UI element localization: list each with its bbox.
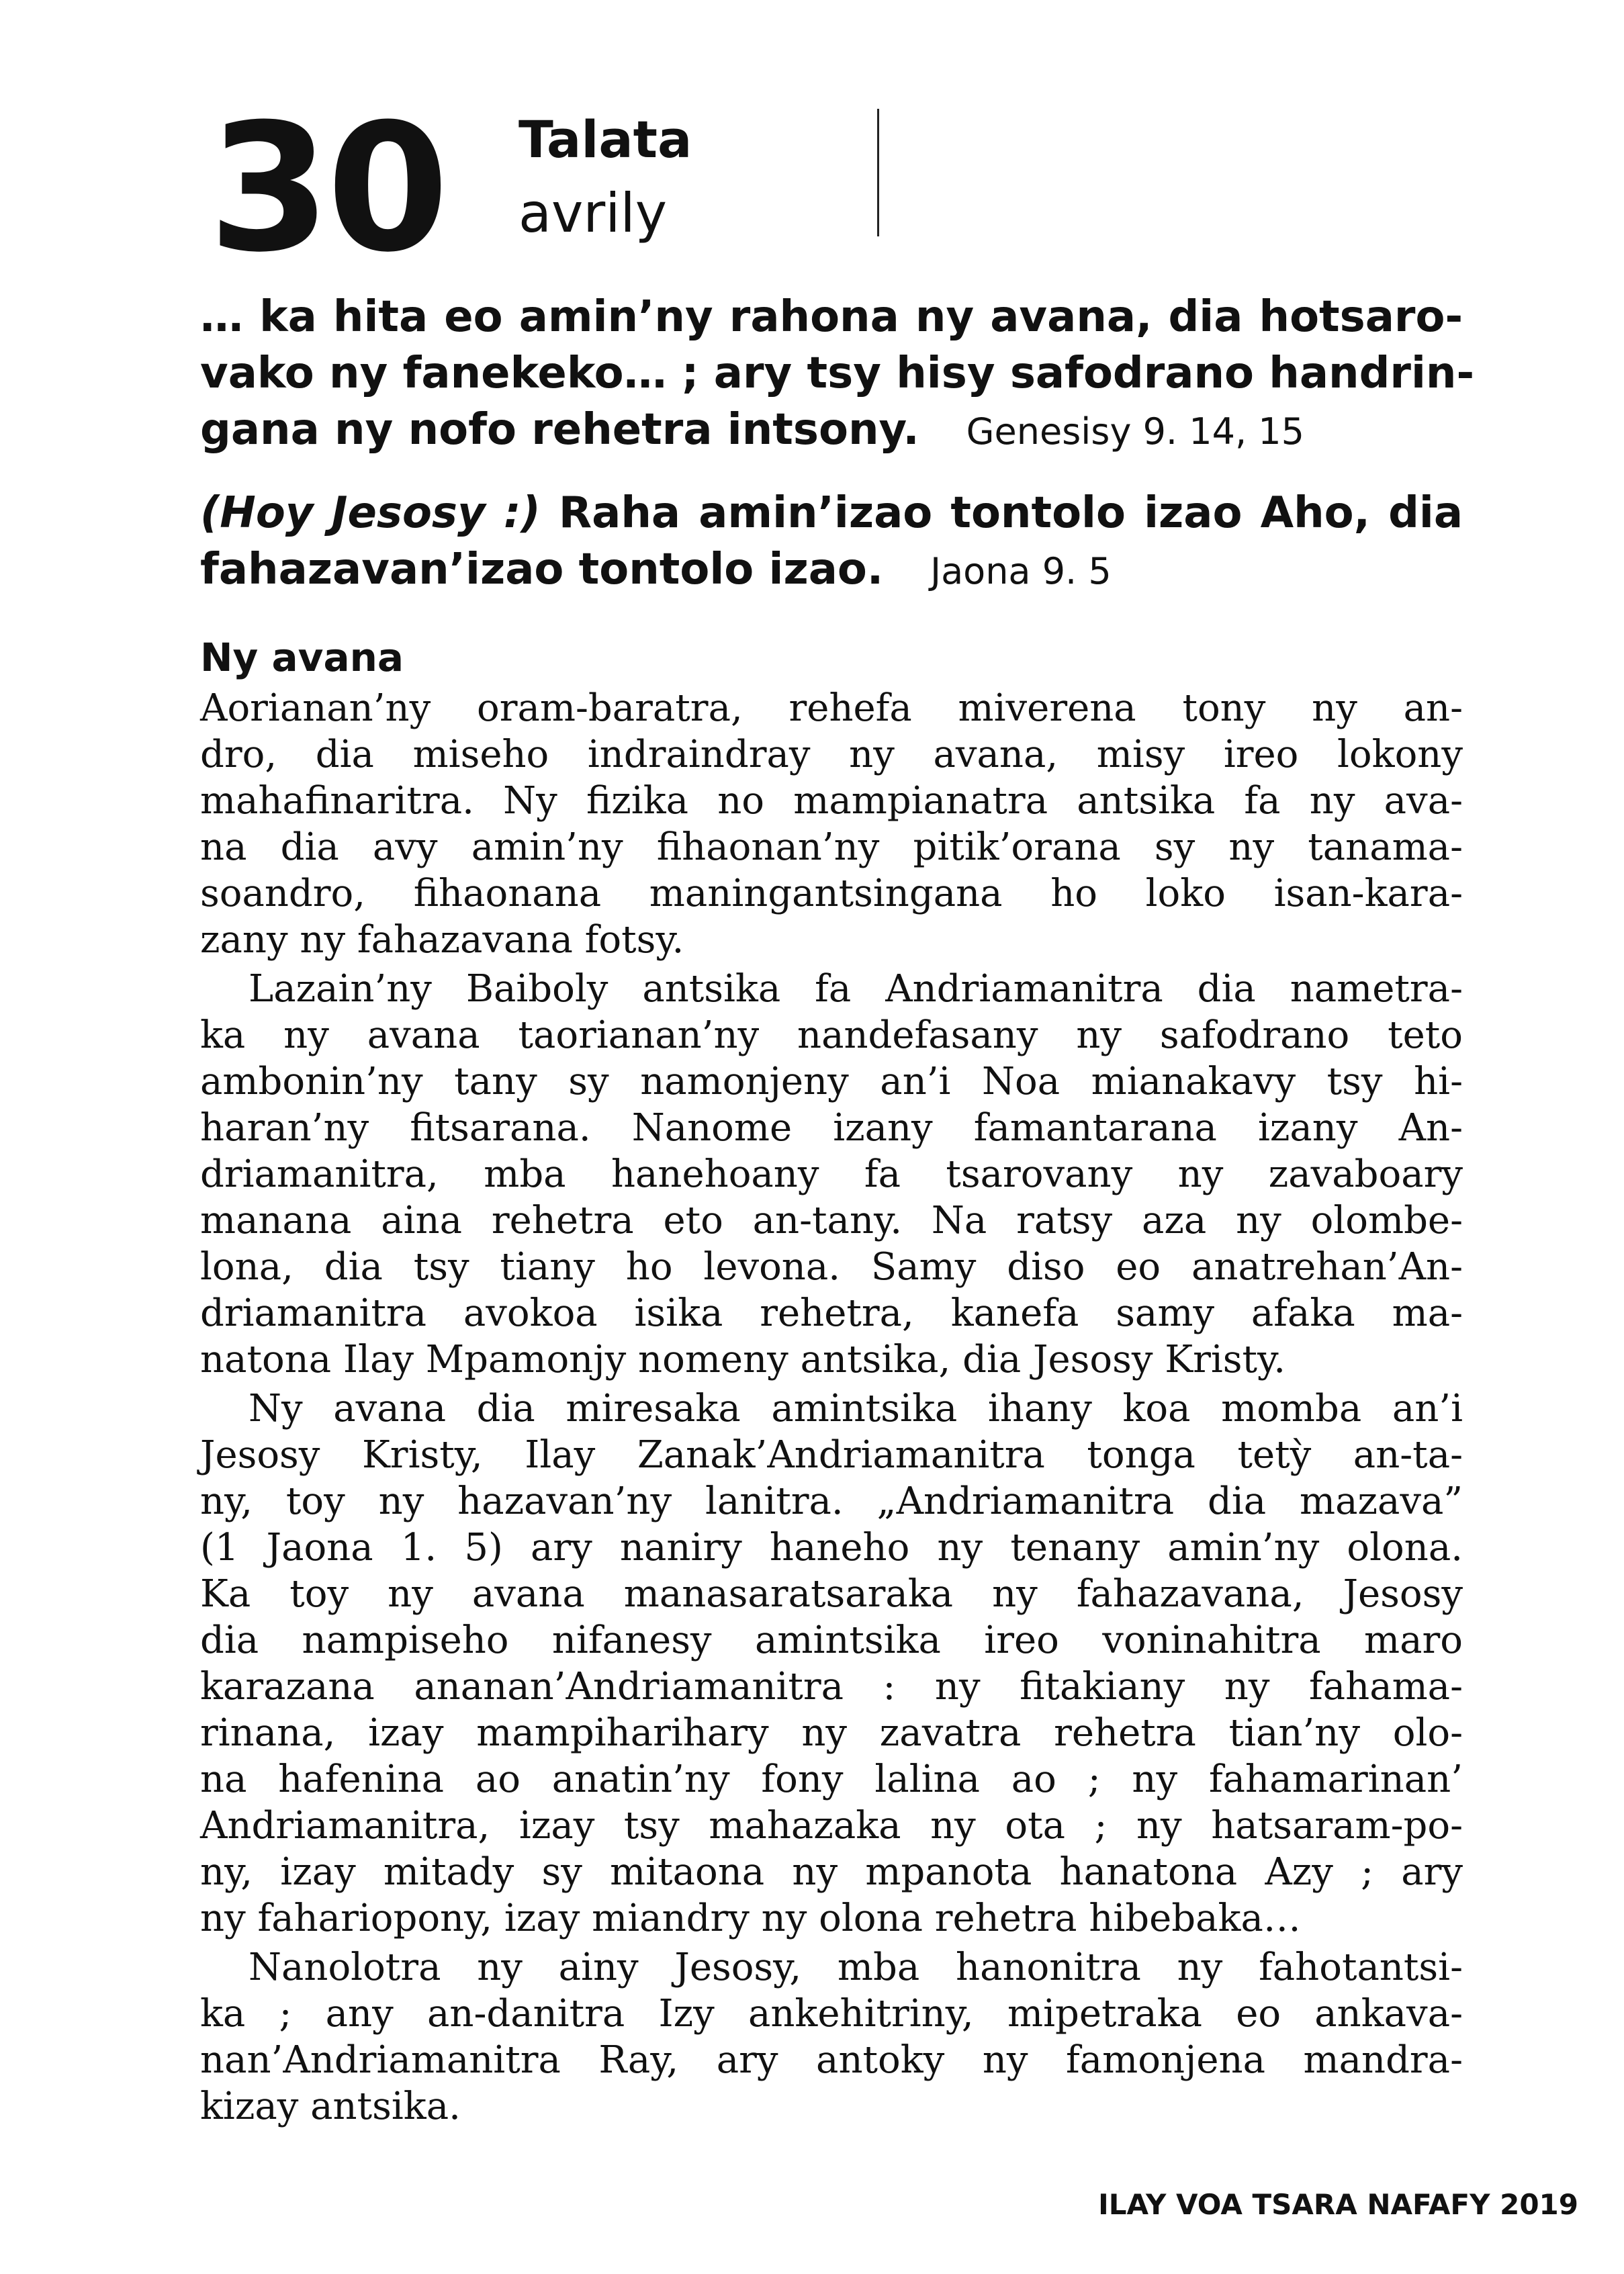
body-line: zany ny fahazavana fotsy.: [200, 918, 684, 962]
body-line: driamanitra, mba hanehoany fa tsarovany ny zavaboary: [200, 1152, 1463, 1196]
day-number: 30: [208, 86, 445, 291]
section-title: Ny avana: [200, 635, 404, 680]
body-line: kizay antsika.: [200, 2085, 461, 2128]
body-line: driamanitra avokoa isika rehetra, kanefa samy afaka ma-: [200, 1291, 1463, 1335]
body-line: haran’ny fitsarana. Nanome izany famantarana izany An-: [200, 1106, 1463, 1150]
bible-verse-genesis: [200, 289, 1475, 460]
body-line: Andriamanitra, izay tsy mahazaka ny ota ; ny hatsaram-po-: [200, 1804, 1463, 1848]
publication-footer: ILAY VOA TSARA NAFAFY 2019: [1098, 2188, 1578, 2221]
paragraph-3: [200, 1385, 1463, 1942]
body-line: natona Ilay Mpamonjy nomeny antsika, dia Jesosy Kristy.: [200, 1338, 1286, 1381]
body-line: na dia avy amin’ny fihaonan’ny pitik’orana sy ny tanama-: [200, 825, 1463, 869]
verse-line-text: fahazavan’izao tontolo izao.: [200, 545, 884, 594]
verse-line: … ka hita eo amin’ny rahona ny avana, dia hotsaro-: [200, 292, 1463, 342]
verse-intro: (Hoy Jesosy :): [200, 488, 541, 538]
body-line: na hafenina ao anatin’ny fony lalina ao ; ny fahamarinan’: [200, 1758, 1463, 1801]
paragraph-4: [200, 1944, 1463, 2130]
body-line: Aorianan’ny oram-baratra, rehefa miverena tony ny an-: [200, 686, 1463, 730]
body-line: ny, izay mitady sy mitaona ny mpanota hanatona Azy ; ary: [200, 1850, 1463, 1894]
body-line: ka ny avana taorianan’ny nandefasany ny safodrano teto: [200, 1013, 1463, 1057]
body-line: Nanolotra ny ainy Jesosy, mba hanonitra ny fahotantsi-: [249, 1946, 1463, 1989]
body-line: nan’Andriamanitra Ray, ary antoky ny famonjena mandra-: [200, 2038, 1463, 2082]
body-line: mahafinaritra. Ny fizika no mampianatra antsika fa ny ava-: [200, 779, 1463, 823]
body-line: ka ; any an-danitra Izy ankehitriny, mipetraka eo ankava-: [200, 1992, 1463, 2036]
verse-reference: Genesisy 9. 14, 15: [966, 410, 1305, 453]
article-body: [200, 685, 1463, 2132]
paragraph-1: [200, 685, 1463, 963]
body-line: ambonin’ny tany sy namonjeny an’i Noa mianakavy tsy hi-: [200, 1060, 1463, 1103]
verse-reference: Jaona 9. 5: [930, 550, 1112, 592]
verse-line: [200, 485, 1463, 541]
body-line: ny fahariopony, izay miandry ny olona rehetra hibebaka…: [200, 1897, 1301, 1940]
body-line: manana aina rehetra eto an-tany. Na ratsy aza ny olombe-: [200, 1199, 1463, 1242]
header-divider: [877, 109, 879, 236]
paragraph-2: [200, 966, 1463, 1383]
body-line: dia nampiseho nifanesy amintsika ireo voninahitra maro: [200, 1619, 1463, 1662]
verse-line-text: Raha amin’izao tontolo izao Aho, dia: [558, 488, 1463, 538]
verse-line-last: [200, 402, 1463, 460]
body-line: (1 Jaona 1. 5) ary naniry haneho ny tenany amin’ny olona.: [200, 1526, 1463, 1570]
verse-line: vako ny fanekeko… ; ary tsy hisy safodrano handrin-: [200, 349, 1475, 398]
weekday-label: Talata: [518, 109, 692, 169]
body-line: Jesosy Kristy, Ilay Zanak’Andriamanitra tonga tetỳ an-ta-: [200, 1433, 1463, 1477]
body-line: rinana, izay mampiharihary ny zavatra rehetra tian’ny olo-: [200, 1711, 1463, 1755]
body-line: karazana ananan’Andriamanitra : ny fitakiany ny fahama-: [200, 1665, 1463, 1709]
body-line: soandro, fihaonana maningantsingana ho loko isan-kara-: [200, 872, 1463, 915]
body-line: Lazain’ny Baiboly antsika fa Andriamanitra dia nametra-: [249, 967, 1463, 1011]
body-line: dro, dia miseho indraindray ny avana, misy ireo lokony: [200, 733, 1463, 776]
body-line: Ny avana dia miresaka amintsika ihany koa momba an’i: [249, 1387, 1463, 1430]
verse-line-last: [200, 541, 1463, 600]
body-line: lona, dia tsy tiany ho levona. Samy diso eo anatrehan’An-: [200, 1245, 1463, 1289]
month-label: avrily: [518, 182, 668, 244]
body-line: Ka toy ny avana manasaratsaraka ny fahazavana, Jesosy: [200, 1572, 1463, 1616]
bible-verse-john: [200, 485, 1463, 600]
verse-line-text: gana ny nofo rehetra intsony.: [200, 405, 919, 455]
body-line: ny, toy ny hazavan’ny lanitra. „Andriamanitra dia mazava”: [200, 1480, 1463, 1523]
